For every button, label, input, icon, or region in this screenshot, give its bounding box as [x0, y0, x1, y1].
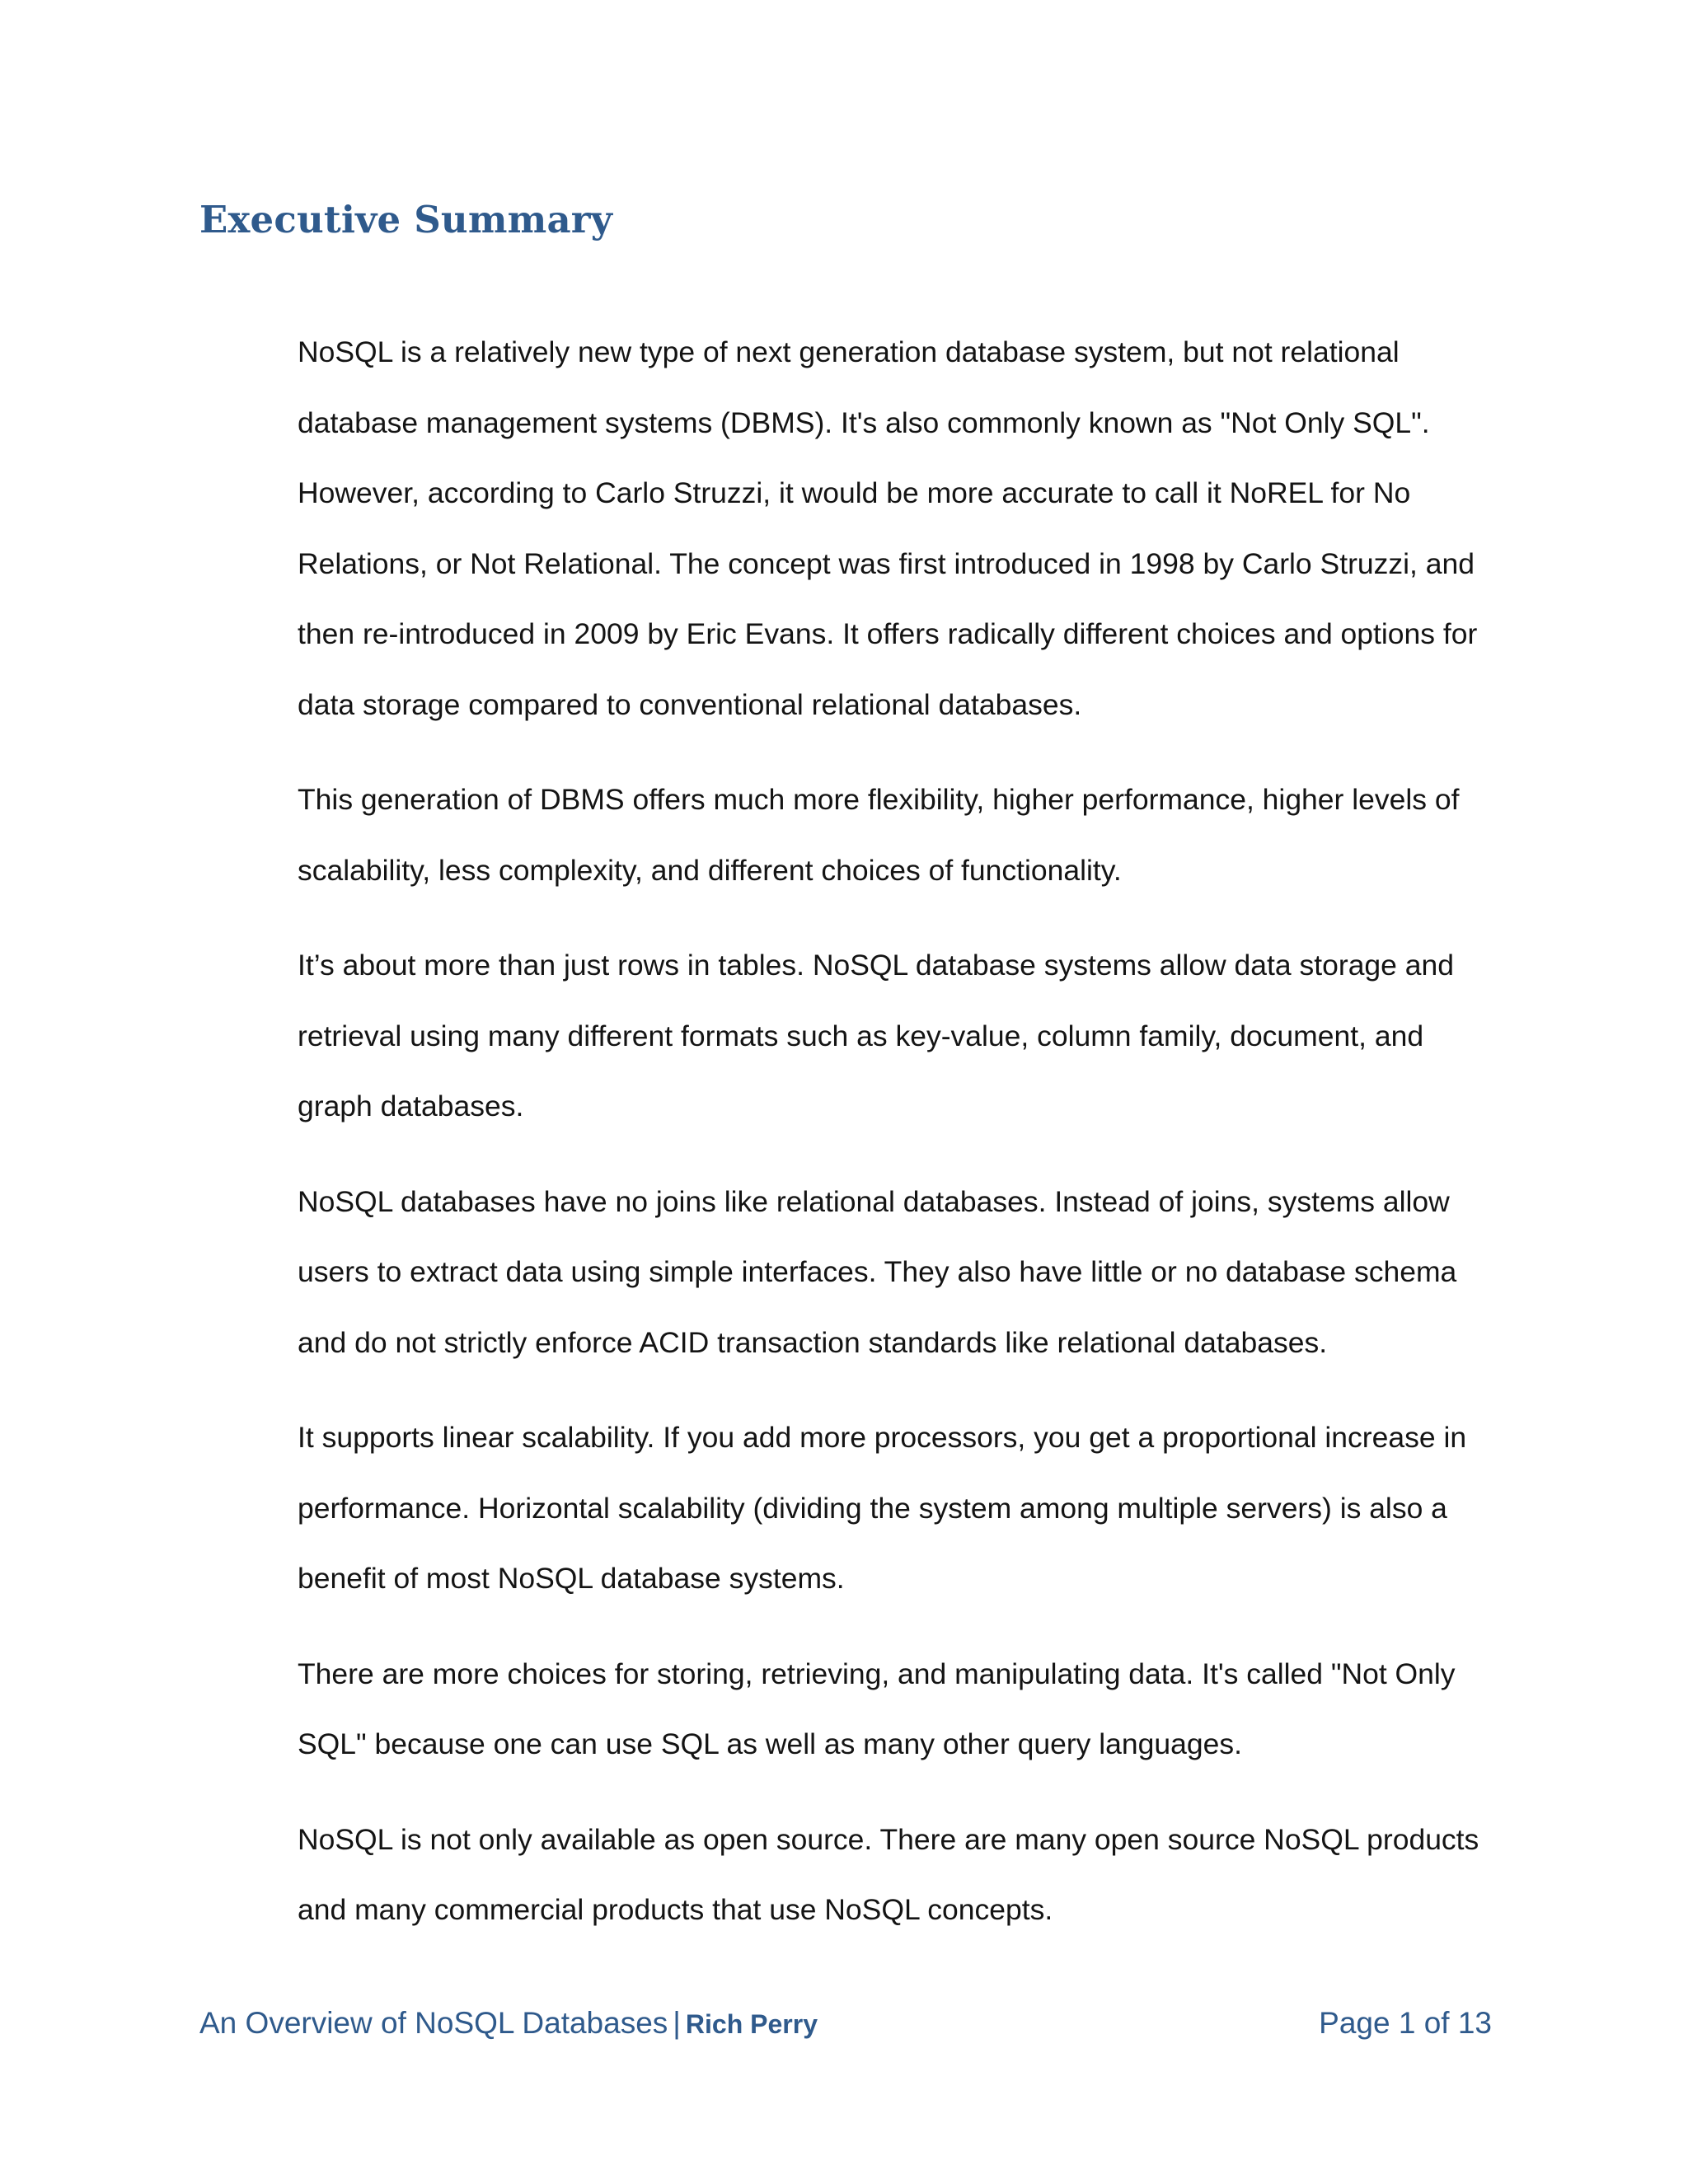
- footer-document-title: An Overview of NoSQL Databases: [199, 2006, 668, 2040]
- paragraph: This generation of DBMS offers much more flexibility, higher performance, higher levels of scalability, less complexity, and different choices of functionality.: [298, 783, 1460, 887]
- paragraph: NoSQL databases have no joins like relational databases. Instead of joins, systems allow users to extract data using simple interfaces. They also have little or no database schema and do not strictly enforce ACID transaction standards like relational databases.: [298, 1184, 1457, 1359]
- page-number: Page 1 of 13: [1319, 2006, 1492, 2040]
- paragraph: NoSQL is not only available as open source. There are many open source NoSQL products and many commercial products that use NoSQL concepts.: [298, 1822, 1479, 1926]
- paragraph: There are more choices for storing, retrieving, and manipulating data. It's called "Not Only SQL" because one can use SQL as well as many other query languages.: [298, 1657, 1456, 1760]
- footer-author: Rich Perry: [685, 2009, 818, 2039]
- section-heading: Executive Summary: [199, 198, 613, 241]
- page-footer: [199, 2006, 1492, 2055]
- paragraph: NoSQL is a relatively new type of next generation database system, but not relational database management systems (DBMS). It's also commonly known as "Not Only SQL". However, according to Carlo Struzzi, it would be more accurate to call it NoREL for No Relations, or Not Relational. The concept was first introduced in 1998 by Carlo Struzzi, and then re-introduced in 2009 by Eric Evans. It offers radically different choices and options for data storage compared to conventional relational databases.: [298, 335, 1478, 721]
- body-text: [298, 317, 1501, 1971]
- footer-separator: |: [673, 2006, 681, 2040]
- paragraph: It supports linear scalability. If you add more processors, you get a proportional increase in performance. Horizontal scalability (dividing the system among multiple servers) is also a benefit of most NoSQL database systems.: [298, 1421, 1467, 1595]
- paragraph: It’s about more than just rows in tables. NoSQL database systems allow data storage and retrieval using many different formats such as key-value, column family, document, and graph databases.: [298, 949, 1455, 1122]
- footer-title-block: [199, 2006, 818, 2041]
